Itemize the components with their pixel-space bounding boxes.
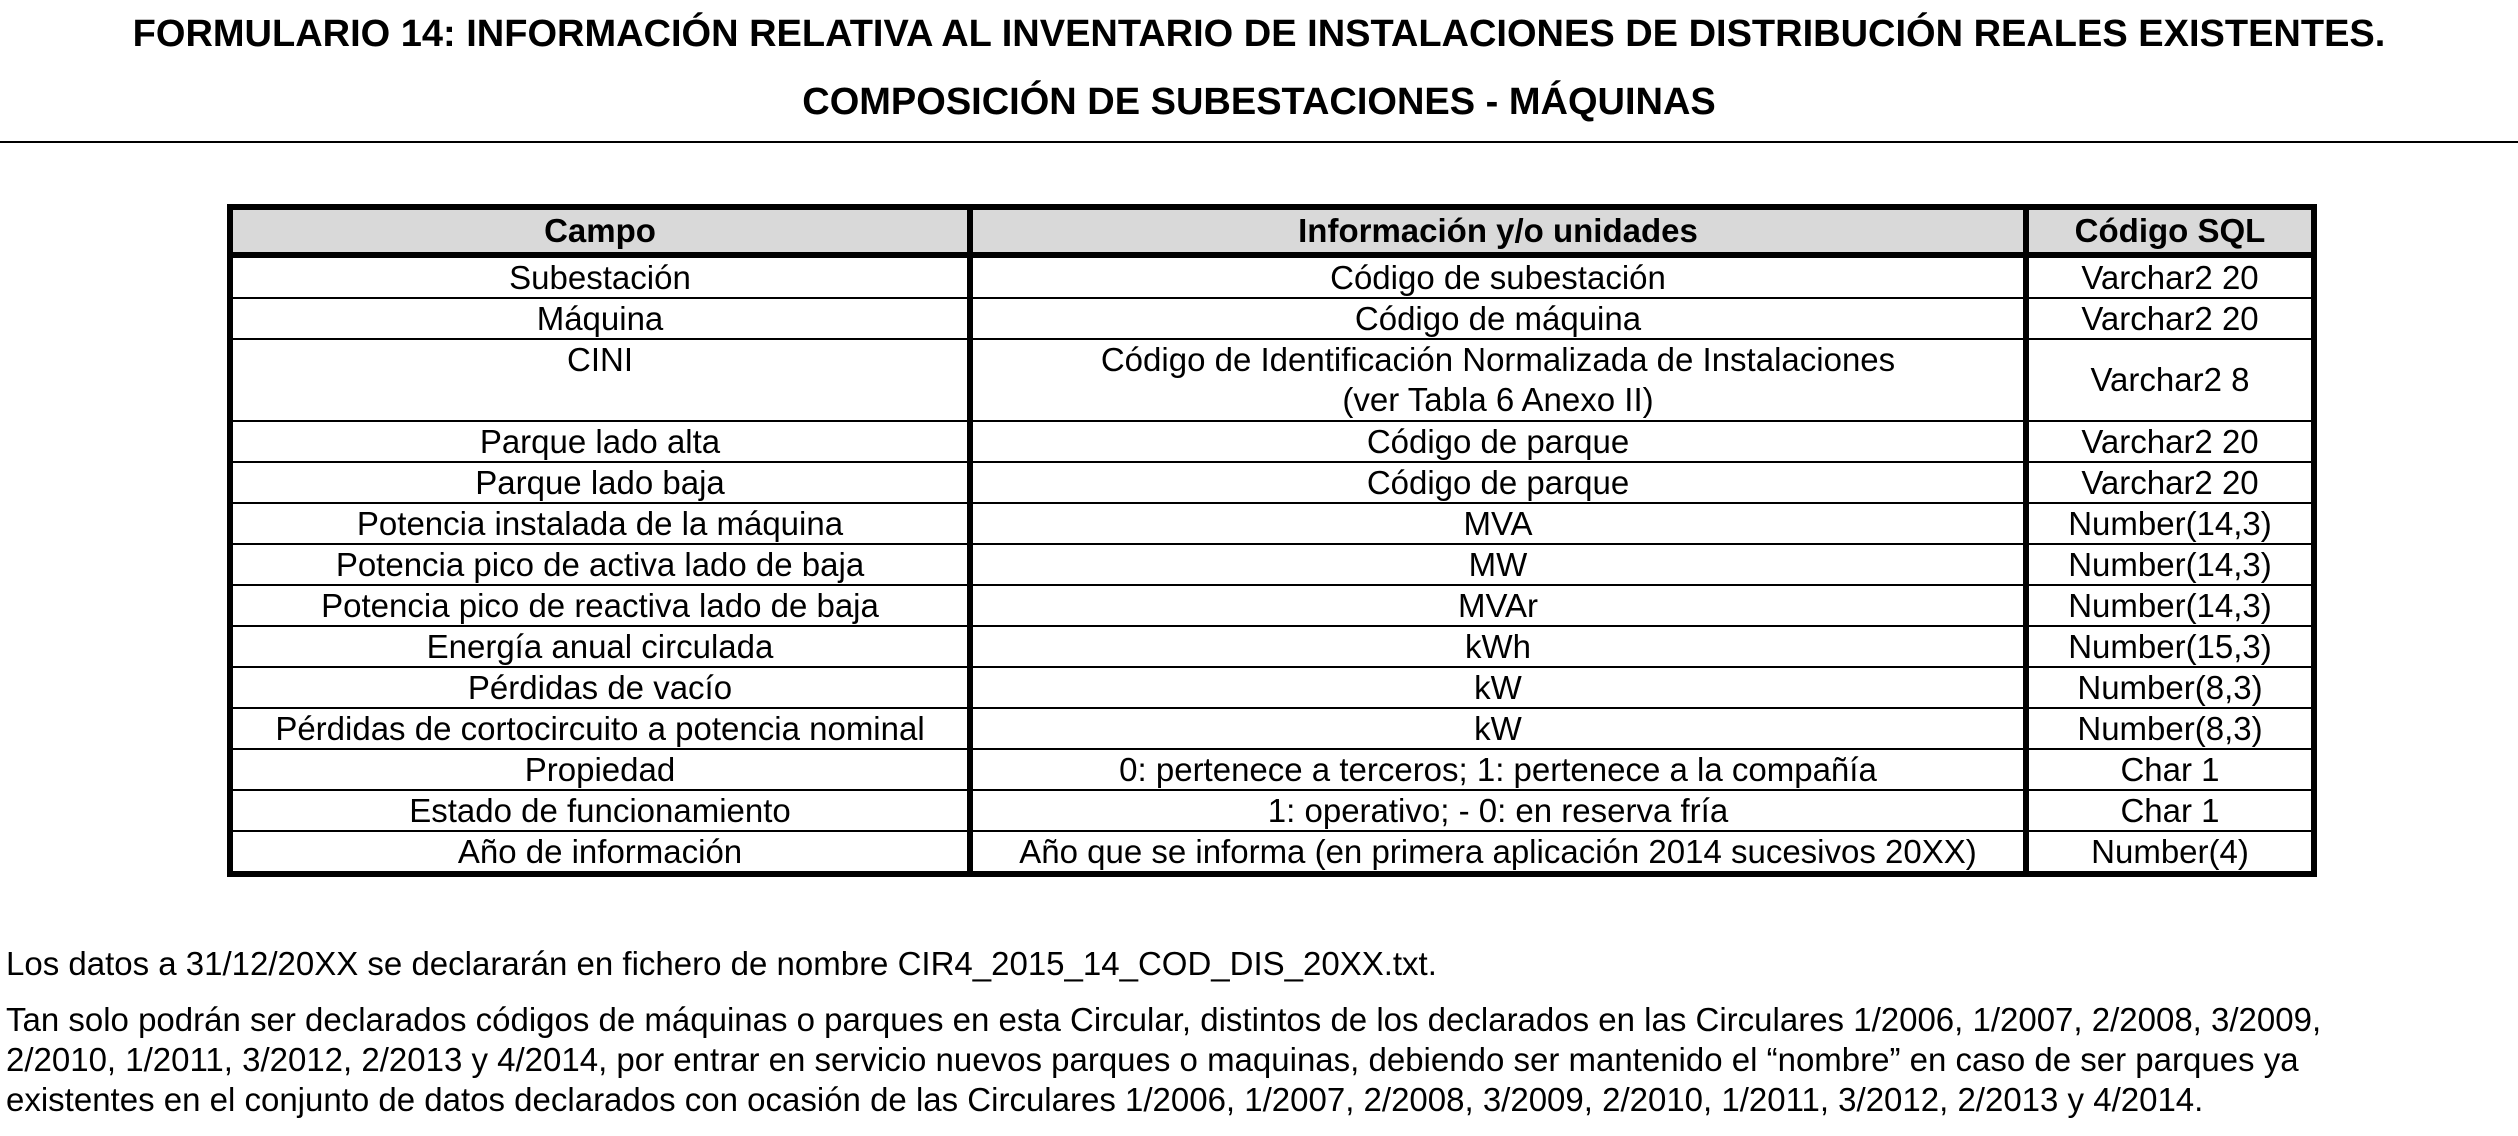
cell-campo: Estado de funcionamiento (230, 790, 970, 831)
table-row (230, 667, 2314, 708)
header-informacion: Información y/o unidades (970, 207, 2026, 255)
table-row (230, 298, 2314, 339)
cell-campo: CINI (230, 339, 970, 421)
cell-sql: Number(14,3) (2026, 585, 2314, 626)
cell-info: kW (970, 667, 2026, 708)
cell-campo: Propiedad (230, 749, 970, 790)
table-row (230, 544, 2314, 585)
note-file-name: Los datos a 31/12/20XX se declararán en fichero de nombre CIR4_2015_14_COD_DIS_20XX.txt. (6, 945, 1437, 982)
cell-sql: Number(8,3) (2026, 708, 2314, 749)
cell-info (970, 339, 2026, 421)
note-declaration-rules (6, 1000, 2506, 1120)
table-row (230, 339, 2314, 421)
cell-campo: Potencia pico de reactiva lado de baja (230, 585, 970, 626)
cell-info: kW (970, 708, 2026, 749)
cell-sql: Number(14,3) (2026, 544, 2314, 585)
cell-info-line-2: (ver Tabla 6 Anexo II) (1342, 381, 1654, 418)
cell-campo: Parque lado alta (230, 421, 970, 462)
cell-info: 1: operativo; - 0: en reserva fría (970, 790, 2026, 831)
cell-campo: Pérdidas de cortocircuito a potencia nominal (230, 708, 970, 749)
cell-info: kWh (970, 626, 2026, 667)
title-divider (0, 141, 2518, 143)
cell-sql: Varchar2 20 (2026, 298, 2314, 339)
table-header-row (230, 207, 2314, 255)
table-row (230, 462, 2314, 503)
title-line-2: COMPOSICIÓN DE SUBESTACIONES - MÁQUINAS (802, 81, 1716, 123)
header-codigo-sql: Código SQL (2026, 207, 2314, 255)
table-row (230, 421, 2314, 462)
cell-sql: Varchar2 8 (2026, 339, 2314, 421)
cell-info: Código de subestación (970, 255, 2026, 298)
cell-sql: Number(15,3) (2026, 626, 2314, 667)
table-row (230, 626, 2314, 667)
cell-info: Código de parque (970, 462, 2026, 503)
table-row (230, 503, 2314, 544)
table-row (230, 790, 2314, 831)
notes-section (6, 944, 2506, 1136)
header-campo: Campo (230, 207, 970, 255)
table-row (230, 585, 2314, 626)
cell-info: Código de máquina (970, 298, 2026, 339)
table-row (230, 831, 2314, 874)
cell-sql: Number(14,3) (2026, 503, 2314, 544)
cell-campo: Energía anual circulada (230, 626, 970, 667)
cell-campo: Año de información (230, 831, 970, 874)
cell-info: Código de parque (970, 421, 2026, 462)
cell-sql: Number(8,3) (2026, 667, 2314, 708)
title-line-1: FORMULARIO 14: INFORMACIÓN RELATIVA AL INVENTARIO DE INSTALACIONES DE DISTRIBUCIÓN REALES EXISTENTES. (132, 13, 2386, 55)
cell-info: 0: pertenece a terceros; 1: pertenece a la compañía (970, 749, 2026, 790)
cell-sql: Number(4) (2026, 831, 2314, 874)
table-row (230, 749, 2314, 790)
cell-campo: Subestación (230, 255, 970, 298)
cell-info: MVA (970, 503, 2026, 544)
cell-campo: Máquina (230, 298, 970, 339)
cell-info-line-1: Código de Identificación Normalizada de Instalaciones (1100, 341, 1896, 378)
note-line-1: Tan solo podrán ser declarados códigos de máquinas o parques en esta Circular, distintos de los declarados en las Circulares 1/2006, 1/2007, 2/2008, 3/2009, (6, 1001, 2322, 1038)
cell-campo: Pérdidas de vacío (230, 667, 970, 708)
table-row (230, 708, 2314, 749)
note-line-2: 2/2010, 1/2011, 3/2012, 2/2013 y 4/2014, por entrar en servicio nuevos parques o maquinas, debiendo ser mantenido el “nombre” en caso de ser parques ya (6, 1041, 2299, 1078)
cell-info: MW (970, 544, 2026, 585)
document-title (0, 0, 2518, 136)
cell-sql: Varchar2 20 (2026, 255, 2314, 298)
cell-sql: Char 1 (2026, 790, 2314, 831)
cell-info: Año que se informa (en primera aplicación 2014 sucesivos 20XX) (970, 831, 2026, 874)
cell-info: MVAr (970, 585, 2026, 626)
cell-campo: Potencia pico de activa lado de baja (230, 544, 970, 585)
note-line-3: existentes en el conjunto de datos declarados con ocasión de las Circulares 1/2006, 1/2007, 2/2008, 3/2009, 2/2010, 1/2011, 3/2012, 2/2013 y 4/2014. (6, 1081, 2204, 1118)
cell-campo: Parque lado baja (230, 462, 970, 503)
table-row (230, 255, 2314, 298)
cell-sql: Varchar2 20 (2026, 421, 2314, 462)
inventory-table-container (227, 204, 2317, 877)
cell-campo: Potencia instalada de la máquina (230, 503, 970, 544)
inventory-table (227, 204, 2317, 877)
cell-sql: Varchar2 20 (2026, 462, 2314, 503)
cell-sql: Char 1 (2026, 749, 2314, 790)
